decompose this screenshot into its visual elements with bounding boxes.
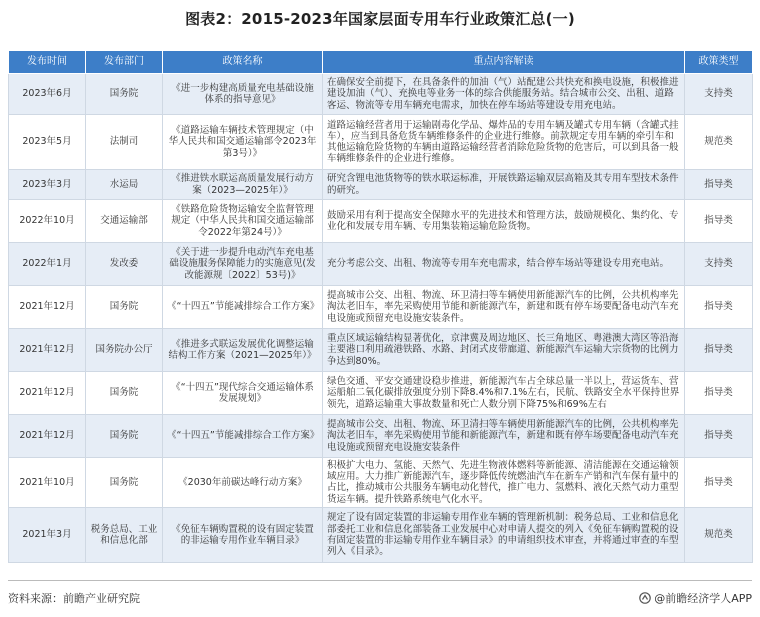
cell-key-content: 规定了设有固定装置的非运输专用作业车辆的管理新机制：税务总局、工业和信息化部委托工业和信息化部装备工业发展中心对申请人提交的列入《免征车辆购置税的设有固定装置的非运输专用作业车辆目录》的申请组织技术审查，并将通过审查的车型列入《目录》。 bbox=[323, 507, 685, 562]
cell-policy-name: 《推进铁水联运高质量发展行动方案（2023—2025年）》 bbox=[163, 170, 323, 200]
cell-policy-type: 规范类 bbox=[685, 115, 753, 170]
header-cell-key-content: 重点内容解读 bbox=[323, 51, 685, 74]
cell-date: 2021年3月 bbox=[9, 507, 86, 562]
header-cell-policy-name: 政策名称 bbox=[163, 51, 323, 74]
cell-key-content: 道路运输经营者用于运输剧毒化学品、爆炸品的专用车辆及罐式专用车辆（含罐式挂车），应当到具备危货车辆维修条件的企业进行维修。前款规定专用车辆的牵引车和其他运输危险货物的车辆由道路运输经营者消除危险货物的危害后，可以到具备一般车辆维修条件的企业进行维修。 bbox=[323, 115, 685, 170]
cell-department: 法制司 bbox=[86, 115, 163, 170]
table-row bbox=[9, 329, 753, 372]
cell-date: 2023年5月 bbox=[9, 115, 86, 170]
cell-date: 2021年12月 bbox=[9, 372, 86, 415]
cell-policy-name: 《道路运输车辆技术管理规定（中华人民共和国交通运输部令2023年第3号）》 bbox=[163, 115, 323, 170]
cell-department: 国务院 bbox=[86, 372, 163, 415]
cell-date: 2021年10月 bbox=[9, 458, 86, 508]
brand-credit bbox=[639, 590, 752, 606]
header-cell-department: 发布部门 bbox=[86, 51, 163, 74]
cell-department: 水运局 bbox=[86, 170, 163, 200]
table-header-row bbox=[9, 51, 753, 74]
table-row bbox=[9, 243, 753, 286]
cell-date: 2021年12月 bbox=[9, 415, 86, 458]
cell-key-content: 研究含锂电池货物等的铁水联运标准，开展铁路运输双层高箱及其专用车型技术条件的研究。 bbox=[323, 170, 685, 200]
cell-policy-type: 指导类 bbox=[685, 415, 753, 458]
header-cell-policy-type: 政策类型 bbox=[685, 51, 753, 74]
table-row bbox=[9, 115, 753, 170]
cell-key-content: 提高城市公交、出租、物流、环卫清扫等车辆使用新能源汽车的比例，公共机构率先淘汰老旧车，率先采购使用节能和新能源汽车，新建和既有停车场要配备电动汽车充电设施或预留充电设施安装条件 bbox=[323, 415, 685, 458]
cell-policy-type: 指导类 bbox=[685, 170, 753, 200]
cell-policy-type: 规范类 bbox=[685, 507, 753, 562]
cell-department: 国务院 bbox=[86, 415, 163, 458]
cell-policy-name: 《“十四五”节能减排综合工作方案》 bbox=[163, 286, 323, 329]
cell-policy-name: 《进一步构建高质量充电基础设施体系的指导意见》 bbox=[163, 74, 323, 115]
table-row bbox=[9, 200, 753, 243]
cell-policy-type: 指导类 bbox=[685, 372, 753, 415]
header-cell-publish-date: 发布时间 bbox=[9, 51, 86, 74]
cell-department: 国务院办公厅 bbox=[86, 329, 163, 372]
cell-key-content: 鼓励采用有利于提高安全保障水平的先进技术和管理方法，鼓励规模化、集约化、专业化和发展专用车辆、专用集装箱运输危险货物。 bbox=[323, 200, 685, 243]
table-row bbox=[9, 372, 753, 415]
cell-date: 2022年10月 bbox=[9, 200, 86, 243]
cell-policy-type: 指导类 bbox=[685, 458, 753, 508]
table-row bbox=[9, 170, 753, 200]
cell-policy-type: 支持类 bbox=[685, 74, 753, 115]
cell-date: 2023年3月 bbox=[9, 170, 86, 200]
cell-key-content: 在确保安全前提下，在具备条件的加油（气）站配建公共快充和换电设施，积极推进建设加油（气）、充换电等业务一体的综合供能服务站。结合城市公交、出租、道路客运、物流等专用车辆充电需求，加快在停车场站等建设专用充电站。 bbox=[323, 74, 685, 115]
cell-department: 税务总局、工业和信息化部 bbox=[86, 507, 163, 562]
cell-policy-type: 指导类 bbox=[685, 329, 753, 372]
cell-department: 交通运输部 bbox=[86, 200, 163, 243]
cell-policy-name: 《2030年前碳达峰行动方案》 bbox=[163, 458, 323, 508]
cell-key-content: 重点区域运输结构显著优化，京津冀及周边地区、长三角地区、粤港澳大湾区等沿海主要港口利用疏港铁路、水路、封闭式皮带廊道、新能源汽车运输大宗货物的比例力争达到80%。 bbox=[323, 329, 685, 372]
cell-key-content: 充分考虑公交、出租、物流等专用车充电需求，结合停车场站等建设专用充电站。 bbox=[323, 243, 685, 286]
table-row bbox=[9, 507, 753, 562]
table-row bbox=[9, 74, 753, 115]
source-note: 资料来源：前瞻产业研究院 bbox=[8, 592, 140, 605]
cell-department: 国务院 bbox=[86, 74, 163, 115]
cell-policy-type: 指导类 bbox=[685, 286, 753, 329]
table-row bbox=[9, 458, 753, 508]
table-row bbox=[9, 286, 753, 329]
cell-policy-name: 《免征车辆购置税的设有固定装置的非运输专用作业车辆目录》 bbox=[163, 507, 323, 562]
cell-policy-type: 指导类 bbox=[685, 200, 753, 243]
cell-key-content: 提高城市公交、出租、物流、环卫清扫等车辆使用新能源汽车的比例，公共机构率先淘汰老旧车，率先采购使用节能和新能源汽车，新建和既有停车场要配备电动汽车充电设施或预留充电设施安装条件。 bbox=[323, 286, 685, 329]
cell-department: 国务院 bbox=[86, 286, 163, 329]
table-row bbox=[9, 415, 753, 458]
footer-divider bbox=[8, 580, 752, 581]
cell-department: 发改委 bbox=[86, 243, 163, 286]
cell-policy-name: 《关于进一步提升电动汽车充电基础设施服务保障能力的实施意见(发改能源规〔2022〕53号)》 bbox=[163, 243, 323, 286]
cell-date: 2021年12月 bbox=[9, 286, 86, 329]
policy-table bbox=[8, 50, 753, 563]
cell-date: 2022年1月 bbox=[9, 243, 86, 286]
brand-label: @前瞻经济学人APP bbox=[654, 592, 752, 605]
footer bbox=[8, 590, 752, 608]
cell-policy-name: 《推进多式联运发展优化调整运输结构工作方案（2021—2025年）》 bbox=[163, 329, 323, 372]
brand-logo-icon bbox=[639, 592, 651, 604]
cell-policy-name: 《铁路危险货物运输安全监督管理规定（中华人民共和国交通运输部令2022年第24号）》 bbox=[163, 200, 323, 243]
cell-key-content: 积极扩大电力、氢能、天然气、先进生物液体燃料等新能源、清洁能源在交通运输领域应用。大力推广新能源汽车，逐步降低传统燃油汽车在新车产销和汽车保有量中的占比，推动城市公共服务车辆电动化替代，推广电力、氢燃料、液化天然气动力重型货运车辆。提升铁路系统电气化水平。 bbox=[323, 458, 685, 508]
cell-date: 2023年6月 bbox=[9, 74, 86, 115]
cell-policy-name: 《“十四五”节能减排综合工作方案》 bbox=[163, 415, 323, 458]
cell-department: 国务院 bbox=[86, 458, 163, 508]
chart-title: 图表2：2015-2023年国家层面专用车行业政策汇总(一) bbox=[185, 10, 575, 28]
cell-date: 2021年12月 bbox=[9, 329, 86, 372]
cell-key-content: 绿色交通、平安交通建设稳步推进，新能源汽车占全球总量一半以上，营运货车、营运船舶二氧化碳排放强度分别下降8.4%和7.1%左右，民航、铁路安全水平保持世界领先，道路运输重大事故数量和死亡人数分别下降75%和69%左右 bbox=[323, 372, 685, 415]
cell-policy-name: 《“十四五”现代综合交通运输体系发展规划》 bbox=[163, 372, 323, 415]
cell-policy-type: 支持类 bbox=[685, 243, 753, 286]
